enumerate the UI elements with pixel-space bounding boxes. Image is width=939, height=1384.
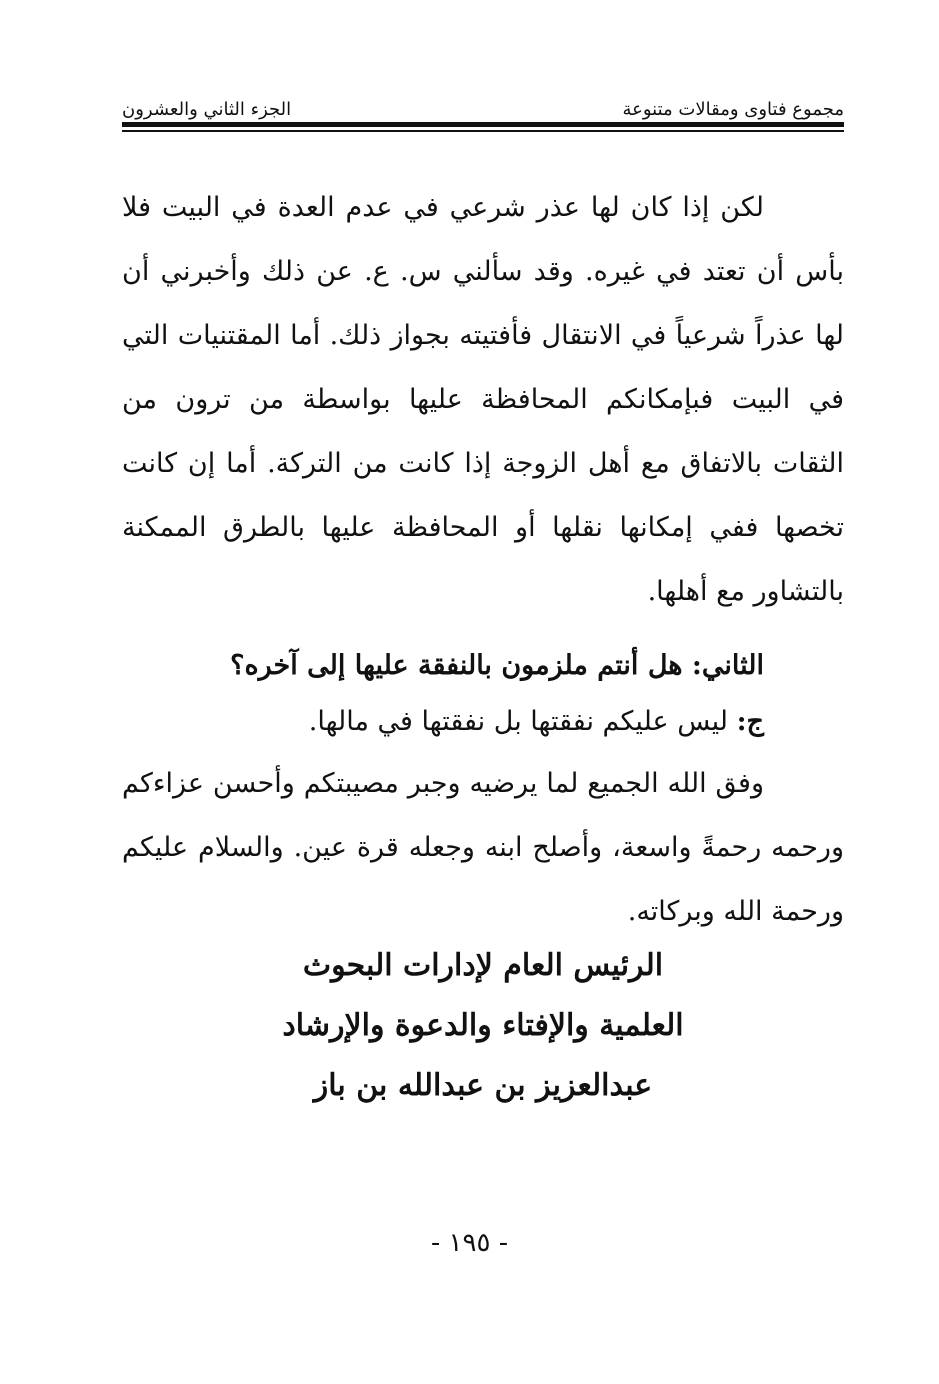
header-rule-thin <box>122 130 844 132</box>
signature-title: الرئيس العام لإدارات البحوث <box>302 948 664 983</box>
signature-block <box>122 936 844 1116</box>
body-text <box>122 176 844 944</box>
signature-department: العلمية والإفتاء والدعوة والإرشاد <box>282 1008 684 1043</box>
page-number: - ١٩٥ - <box>430 1228 509 1258</box>
book-title: مجموع فتاوى ومقالات متنوعة <box>622 99 844 120</box>
header-rule-thick <box>122 122 844 127</box>
volume-label: الجزء الثاني والعشرون <box>122 99 292 120</box>
running-header <box>122 86 844 120</box>
question-heading: الثاني: هل أنتم ملزمون بالنفقة عليها إلى آخره؟ <box>230 650 764 681</box>
closing-paragraph: وفق الله الجميع لما يرضيه وجبر مصيبتكم وأحسن عزاءكم ورحمه رحمةً واسعة، وأصلح ابنه وجعله قرة عين. والسلام عليكم ورحمة الله وبركاته. <box>122 768 844 927</box>
fatwa-paragraph: لكن إذا كان لها عذر شرعي في عدم العدة في البيت فلا بأس أن تعتد في غيره. وقد سألني س. ع. عن ذلك وأخبرني أن لها عذراً شرعياً في الانتقال فأفتيته بجواز ذلك. أما المقتنيات التي في البيت فبإمكانكم المحافظة عليها بواسطة من ترون من الثقات بالاتفاق مع أهل الزوجة إذا كانت من التركة. أما إن كانت تخصها ففي إمكانها نقلها أو المحافظة عليها بالطرق الممكنة بالتشاور مع أهلها. <box>122 192 844 607</box>
answer-line <box>122 694 844 750</box>
signature-name: عبدالعزيز بن عبدالله بن باز <box>313 1068 653 1103</box>
answer-text: ليس عليكم نفقتها بل نفقتها في مالها. <box>308 706 728 737</box>
answer-mark: ج: <box>736 706 764 737</box>
